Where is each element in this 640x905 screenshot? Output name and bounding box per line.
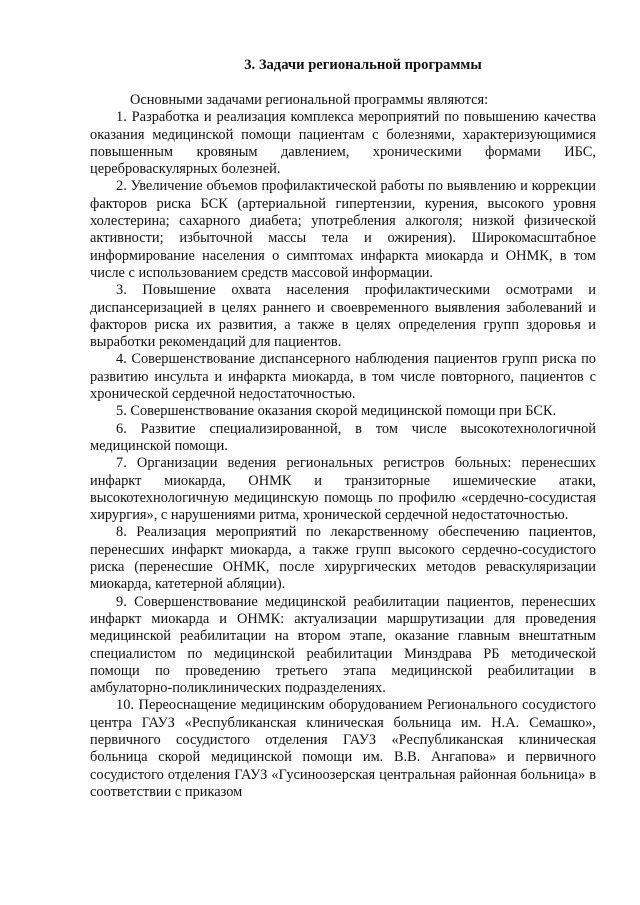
task-item-8: 8. Реализация мероприятий по лекарственному обеспечению пациентов, перенесших инфаркт миокарда, а также групп высокого сердечно-сосудистого риска (перенесшие ОНМК, после хирургических методов реваскуляризации миокарда, катетерной абляции). <box>90 524 596 593</box>
task-item-6: 6. Развитие специализированной, в том числе высокотехнологичной медицинской помощи. <box>90 420 596 454</box>
task-item-2: 2. Увеличение объемов профилактической работы по выявлению и коррекции факторов риска БСК (артериальной гипертензии, курения, высокого уровня холестерина; сахарного диабета; употребления алкоголя; низкой физической активности; избыточной массы тела и ожирения). Широкомасштабное информирование населения о симптомах инфаркта миокарда и ОНМК, в том числе с использованием средств массовой информации. <box>90 178 596 281</box>
task-item-4: 4. Совершенствование диспансерного наблюдения пациентов групп риска по развитию инсульта и инфаркта миокарда, в том числе повторного, пациентов с хронической сердечной недостаточностью. <box>90 351 596 403</box>
task-item-1: 1. Разработка и реализация комплекса мероприятий по повышению качества оказания медицинской помощи пациентам с болезнями, характеризующимися повышенным кровяным давлением, хроническими формами ИБС, цереброваскулярных болезней. <box>90 109 596 178</box>
task-item-7: 7. Организации ведения региональных регистров больных: перенесших инфаркт миокарда, ОНМК и транзиторные ишемические атаки, высокотехнологичную медицинскую помощь по профилю «сердечно-сосудистая хирургия», с нарушениями ритма, хронической сердечной недостаточностью. <box>90 455 596 524</box>
intro-paragraph: Основными задачами региональной программы являются: <box>130 92 489 108</box>
task-item-9: 9. Совершенствование медицинской реабилитации пациентов, перенесших инфаркт миокарда и ОНМК: актуализации маршрутизации для проведения медицинской реабилитации на втором этапе, оказание главным внештатным специалистом по медицинской реабилитации Минздрава РБ методической помощи по проведению третьего этапа медицинской реабилитации в амбулаторно-поликлинических подразделениях. <box>90 593 596 697</box>
task-item-5: 5. Совершенствование оказания скорой медицинской помощи при БСК. <box>116 403 557 420</box>
section-heading: 3. Задачи региональной программы <box>244 57 482 73</box>
task-item-10: 10. Переоснащение медицинским оборудованием Регионального сосудистого центра ГАУЗ «Республиканская клиническая больница им. Н.А. Семашко», первичного сосудистого отделения ГАУЗ «Республиканская клиническая больница скорой медицинской помощи им. В.В. Ангапова» и первичного сосудистого отделения ГАУЗ «Гусиноозерская центральная районная больница» в соответствии с приказом <box>90 697 596 800</box>
task-item-3: 3. Повышение охвата населения профилактическими осмотрами и диспансеризацией в целях раннего и своевременного выявления заболеваний и факторов риска их развития, а также в целях определения групп здоровья и выработки рекомендаций для пациентов. <box>90 282 596 351</box>
document-page <box>90 56 596 801</box>
